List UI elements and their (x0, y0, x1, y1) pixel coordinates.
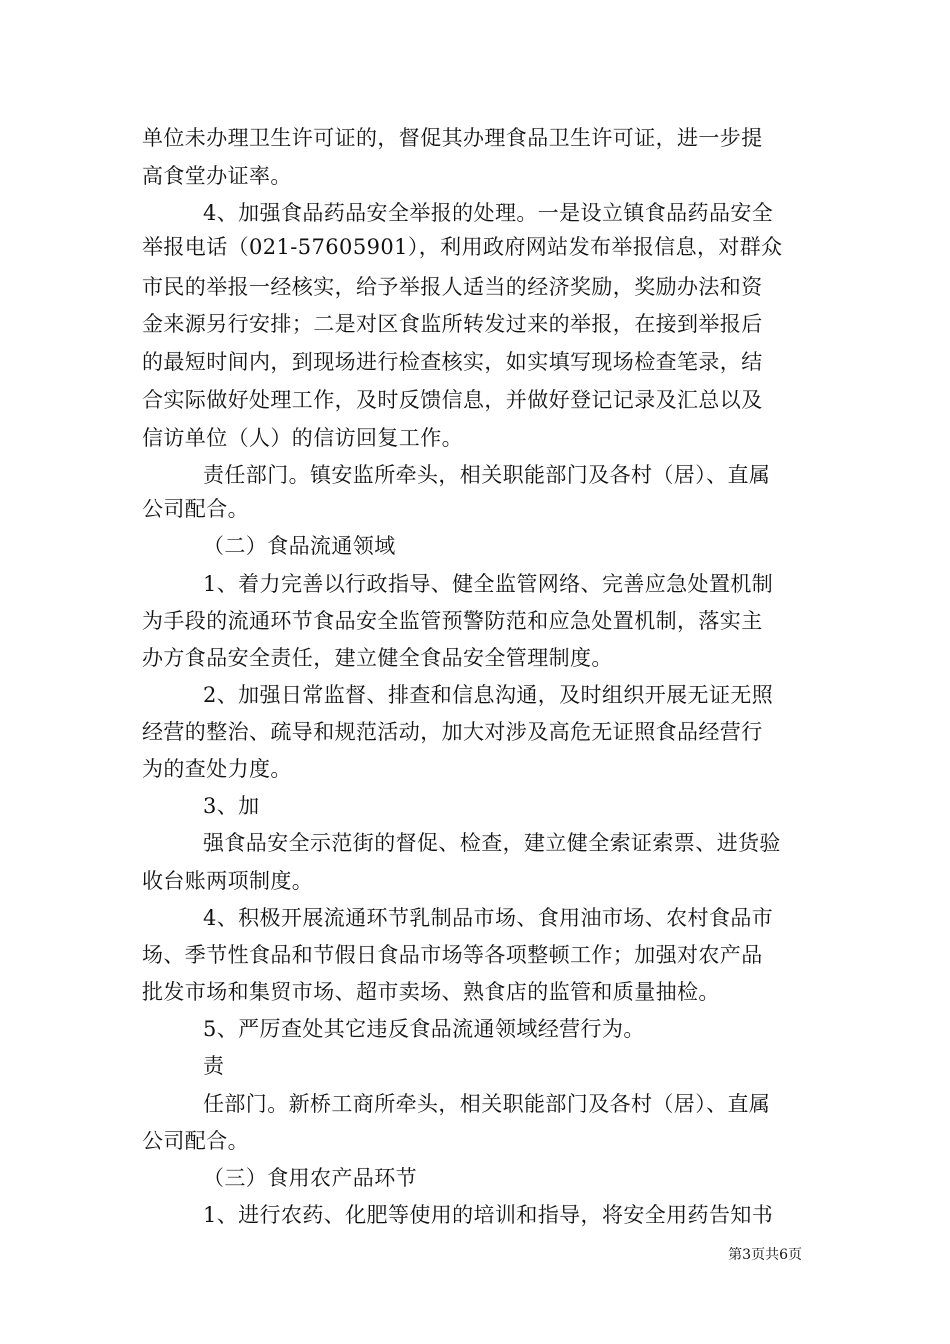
body-text-line: 3、加 (203, 794, 260, 818)
body-text-line: 场、季节性食品和节假日食品市场等各项整顿工作；加强对农产品 (142, 943, 763, 967)
body-text-line: 经营的整治、疏导和规范活动，加大对涉及高危无证照食品经营行 (142, 720, 763, 744)
body-text-line: 合实际做好处理工作，及时反馈信息，并做好登记记录及汇总以及 (142, 388, 763, 412)
body-text-line: 任部门。新桥工商所牵头，相关职能部门及各村（居）、直属 (203, 1092, 771, 1116)
page-number-footer: 第3页共6页 (728, 1247, 802, 1263)
body-text-line: 信访单位（人）的信访回复工作。 (142, 426, 463, 450)
body-text-line: 1、进行农药、化肥等使用的培训和指导，将安全用药告知书 (203, 1203, 774, 1227)
section-heading: （二）食品流通领域 (203, 534, 396, 558)
body-text-line: 公司配合。 (142, 497, 249, 521)
body-text-line: 办方食品安全责任，建立健全食品安全管理制度。 (142, 646, 613, 670)
body-text-line: 责 (203, 1054, 225, 1078)
body-text-line: 高食堂办证率。 (142, 164, 292, 188)
body-text-line: 5、严厉查处其它违反食品流通领域经营行为。 (203, 1017, 645, 1041)
body-text-line: 2、加强日常监督、排查和信息沟通，及时组织开展无证无照 (203, 683, 774, 707)
body-text-line: 单位未办理卫生许可证的，督促其办理食品卫生许可证，进一步提 (142, 126, 763, 150)
body-text-line: 公司配合。 (142, 1129, 249, 1153)
body-text-line: 的最短时间内，到现场进行检查核实，如实填写现场检查笔录，结 (142, 350, 763, 374)
body-text-line: 批发市场和集贸市场、超市卖场、熟食店的监管和质量抽检。 (142, 980, 720, 1004)
body-text-line: 金来源另行安排；二是对区食监所转发过来的举报，在接到举报后 (142, 312, 763, 336)
body-text-line: 为手段的流通环节食品安全监管预警防范和应急处置机制，落实主 (142, 609, 763, 633)
body-text-line: 责任部门。镇安监所牵头，相关职能部门及各村（居）、直属 (203, 463, 771, 487)
body-text-line: 1、着力完善以行政指导、健全监管网络、完善应急处置机制 (203, 572, 774, 596)
body-text-line: 4、加强食品药品安全举报的处理。一是设立镇食品药品安全 (203, 201, 774, 225)
body-text-line: 为的查处力度。 (142, 757, 292, 781)
body-text-line: 收台账两项制度。 (142, 869, 314, 893)
section-heading: （三）食用农产品环节 (203, 1166, 417, 1190)
body-text-line: 强食品安全示范街的督促、检查，建立健全索证索票、进货验 (203, 831, 781, 855)
body-text-line: 4、积极开展流通环节乳制品市场、食用油市场、农村食品市 (203, 906, 774, 930)
body-text-line: 市民的举报一经核实，给予举报人适当的经济奖励，奖励办法和资 (142, 275, 763, 299)
body-text-line: 举报电话（021-57605901），利用政府网站发布举报信息，对群众 (142, 235, 783, 259)
